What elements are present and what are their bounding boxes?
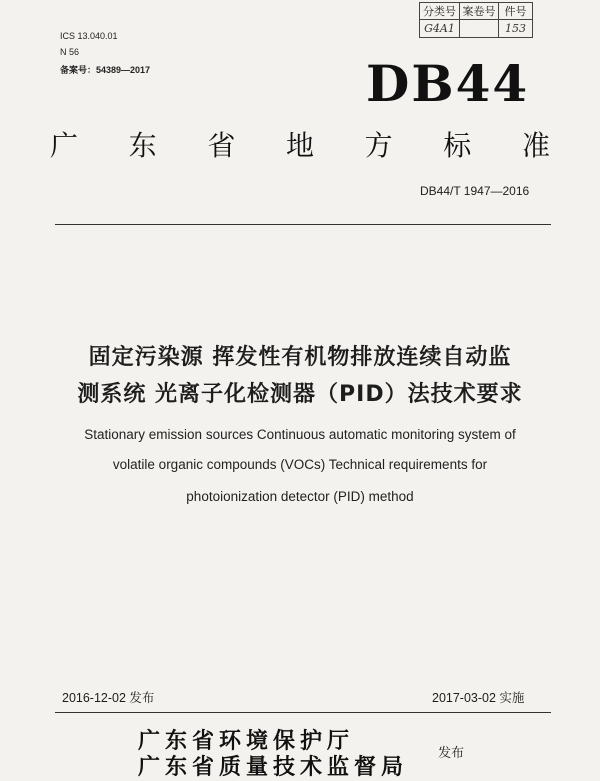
- title-char: 方: [364, 129, 393, 162]
- title-char: 地: [285, 129, 314, 162]
- implementation-date: 2017-03-02 实施: [432, 691, 525, 705]
- issue-date: 2016-12-02 发布: [62, 691, 155, 705]
- publish-label: 发布: [438, 746, 465, 761]
- header-divider: [55, 224, 551, 225]
- en-title-line-2: volatile organic compounds (VOCs) Technical requirements for: [112, 457, 488, 472]
- en-title-line-3: photoionization detector (PID) method: [186, 489, 414, 504]
- standard-number: DB44/T 1947—2016: [420, 184, 530, 198]
- stamp-value-item: 153: [505, 22, 526, 35]
- filing-number: 备案号：54389—2017: [60, 65, 151, 75]
- zh-title-line-2: 测系统 光离子化检测器（PID）法技术要求: [77, 382, 523, 407]
- title-char: 省: [207, 129, 236, 162]
- zh-title-line-1: 固定污染源 挥发性有机物排放连续自动监: [88, 345, 512, 370]
- stamp-header-item: 件号: [499, 3, 532, 20]
- issuer-line-1: 广东省环境保护厅: [138, 728, 355, 754]
- standard-code: DB44: [366, 54, 530, 113]
- title-char: 东: [128, 129, 157, 162]
- footer-divider: [55, 712, 551, 713]
- stamp-value-file: [460, 20, 499, 37]
- issuer-line-2: 广东省质量技术监督局: [138, 754, 409, 780]
- ics-code: ICS 13.040.01: [60, 31, 118, 41]
- title-char: 准: [521, 129, 550, 162]
- stamp-header-category: 分类号: [420, 3, 460, 20]
- ccs-code: N 56: [60, 47, 80, 57]
- title-char: 广: [50, 129, 79, 162]
- stamp-value-category: G4A1: [420, 20, 460, 37]
- standard-category-title: [50, 124, 550, 164]
- archive-stamp-table: [419, 2, 533, 38]
- stamp-header-file: 案卷号: [460, 3, 499, 20]
- title-char: 标: [443, 129, 472, 162]
- en-title-line-1: Stationary emission sources Continuous automatic monitoring system of: [84, 427, 516, 442]
